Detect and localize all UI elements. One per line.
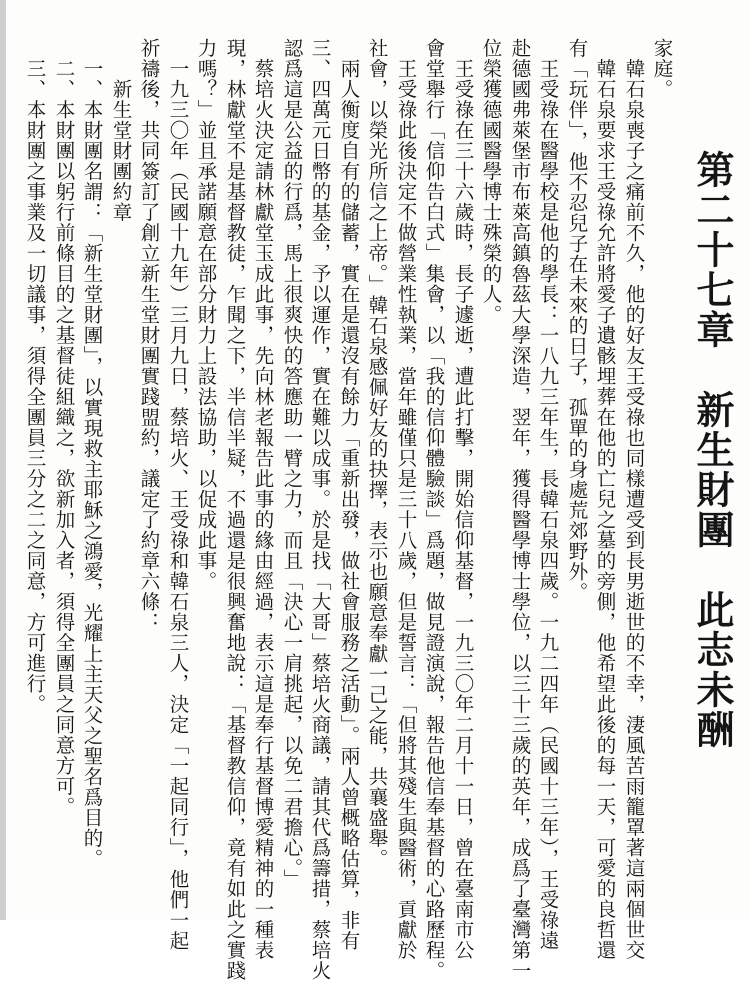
scan-edge xyxy=(0,0,6,920)
text-column: 三、四萬元日幣的基金，予以運作，實在難以成事。於是找「大哥」蔡培火商議，請其代爲籌措，蔡培火 xyxy=(308,38,332,981)
article-item: 三、本財團之事業及一切議事，須得全團員三分之二之同意，方可進行。 xyxy=(23,38,47,715)
text-column: 赴德國弗萊堡市布萊高鎮魯茲大學深造，翌年，獲得醫學博士學位，以三十三歲的英年，成爲了臺灣第一 xyxy=(508,38,532,981)
section-heading: 新生堂財團約章 xyxy=(109,38,133,223)
text-column: 王受祿在醫學校是他的學長：一八九三年生，長韓石泉四歲。一九二四年（民國十三年），王受祿遠 xyxy=(536,38,560,951)
text-column: 王受祿在三十六歲時，長子遽逝，遭此打擊，開始信仰基督，一九三〇年二月十一日，曾在臺南市公 xyxy=(451,38,475,961)
text-column: 韓石泉要求王受祿允許將愛子遺骸埋葬在他的亡兒之墓的旁側，他希望此後的每一天，可愛的良哲還 xyxy=(593,38,617,961)
text-column: 家庭。 xyxy=(650,38,674,100)
text-column: 韓石泉喪子之痛前不久，他的好友王受祿也同樣遭受到長男逝世的不幸，淒風苦雨籠罩著這兩個世交 xyxy=(622,38,646,961)
text-column: 位榮獲德國醫學博士殊榮的人。 xyxy=(479,38,503,325)
text-column: 現，林獻堂不是基督教徒，乍聞之下，半信半疑，不過還是很興奮地說：「基督教信仰，竟有如此之實踐 xyxy=(223,38,247,981)
text-column: 力嗎？」並且承諾願意在部分財力上設法協助，以促成此事。 xyxy=(194,38,218,592)
article-item: 一、本財團名謂：「新生堂財團」，以實現救主耶穌之鴻愛，光耀上主天父之聖名爲目的。 xyxy=(80,38,104,869)
chapter-title: 第二十七章 新生財團 此志未酬 xyxy=(690,150,735,750)
text-column: 有「玩伴」，他不忍兒子在未來的日子，孤單的身處荒郊野外。 xyxy=(565,38,589,603)
text-column: 一九三〇年（民國十九年）三月九日，蔡培火、王受祿和韓石泉三人，決定「一起同行」，他們一起 xyxy=(166,38,190,951)
text-column: 祈禱後，共同簽訂了創立新生堂財團實踐盟約，議定了約章六條： xyxy=(137,38,161,633)
text-column: 社會，以榮光所信之上帝。」韓石泉感佩好友的抉擇，表示也願意奉獻一己之能，共襄盛舉。 xyxy=(365,38,389,869)
text-column: 認爲這是公益的行爲，馬上很爽快的答應助一臂之力，而且「決心一肩挑起，以免二君擔心。」 xyxy=(280,38,304,890)
text-column: 王受祿此後決定不做營業性執業，當年雖僅只是三十八歲，但是誓言：「但將其殘生與醫術，貢獻於 xyxy=(394,38,418,961)
text-column: 兩人衡度自有的儲蓄，實在是還沒有餘力「重新出發，做社會服務之活動」。兩人曾概略估算，非有 xyxy=(337,38,361,951)
text-column: 蔡培火決定請林獻堂玉成此事，先向林老報告此事的緣由經過，表示這是奉行基督博愛精神的一種表 xyxy=(251,38,275,961)
article-item: 二、本財團以躬行前條目的之基督徒組織之，欲新加入者，須得全團員之同意方可。 xyxy=(52,38,76,817)
text-column: 會堂舉行「信仰告白式」集會，以「我的信仰體驗談」爲題，做見證演說，報告他信奉基督的心路歷程。 xyxy=(422,38,446,981)
